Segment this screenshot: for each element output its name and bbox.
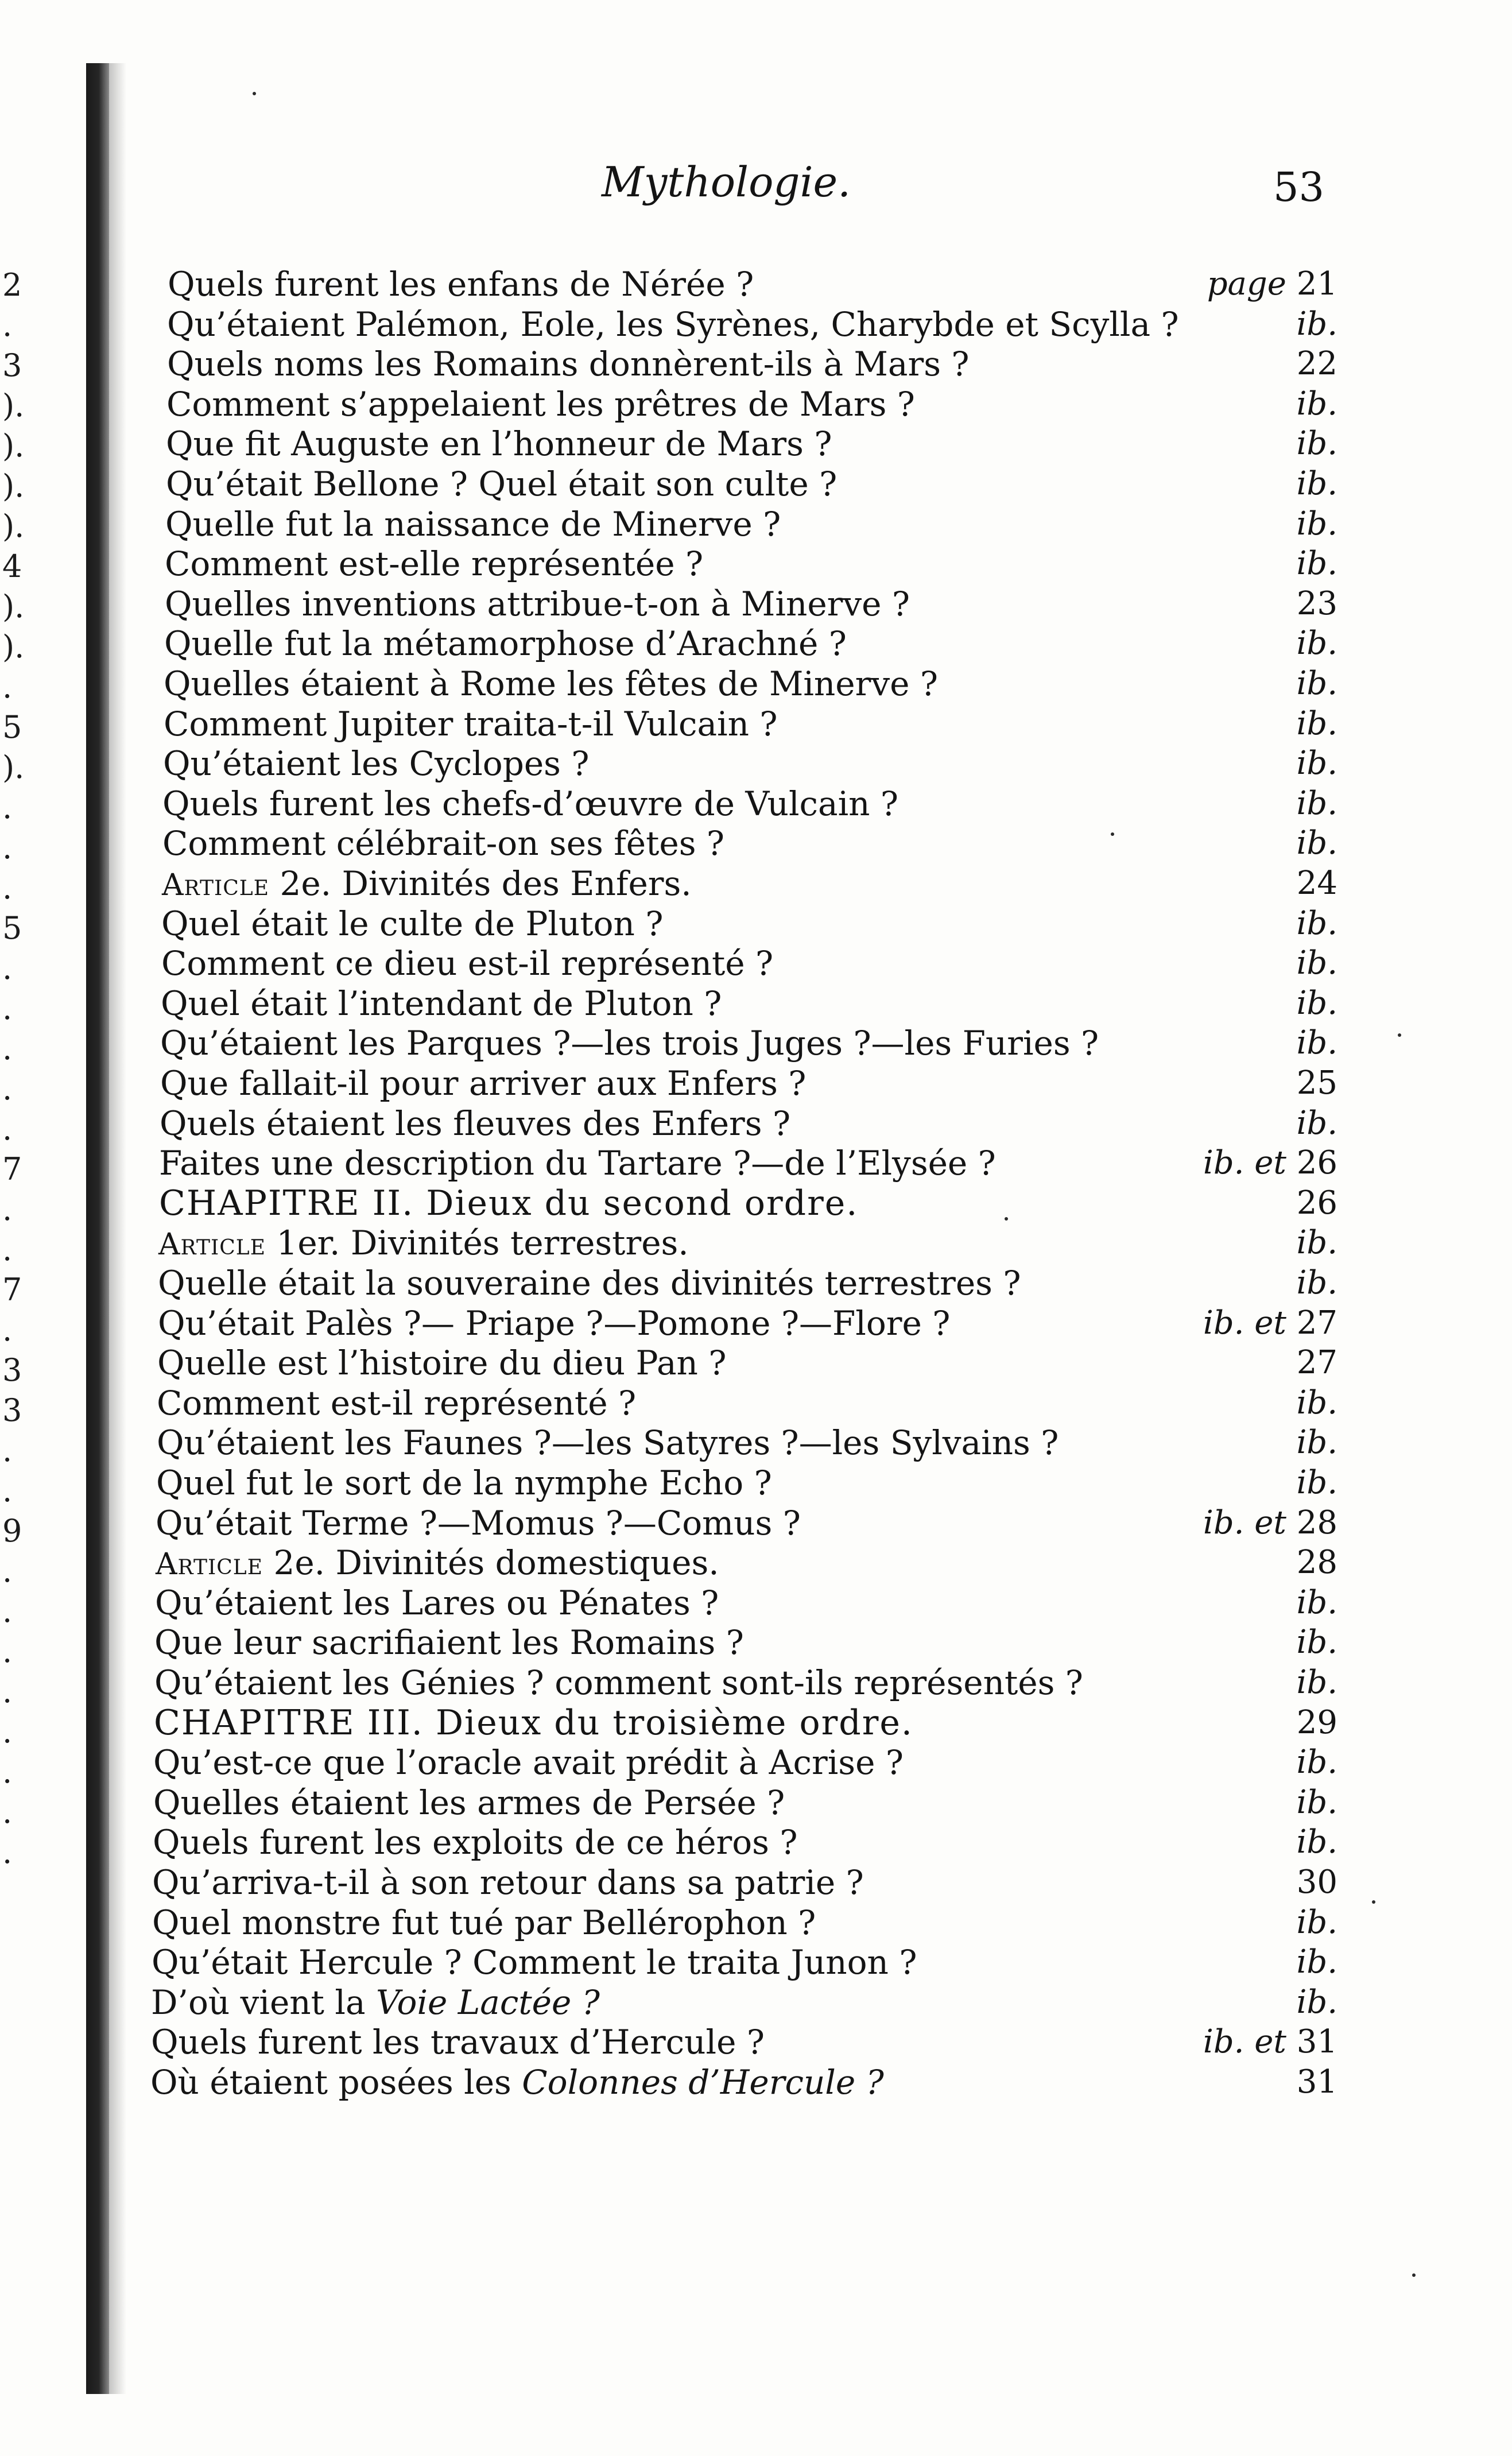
- margin-fragment: 4: [2, 548, 22, 584]
- entry-text: Qu’étaient les Lares ou Pénates ?: [155, 1583, 719, 1622]
- reference-value: ib.: [1296, 824, 1337, 862]
- reference-prefix: ib. et: [1203, 1304, 1286, 1342]
- margin-fragment: .: [2, 1191, 13, 1227]
- chapter-heading-row: [0, 1183, 1512, 1227]
- page-reference: [1160, 464, 1337, 504]
- reference-value: ib.: [1296, 385, 1337, 423]
- reference-value: ib.: [1296, 1744, 1337, 1781]
- margin-fragment: 5: [2, 910, 22, 946]
- running-title: Mythologie.: [602, 158, 851, 206]
- entry-text: Quelles étaient à Rome les fêtes de Minerve ?: [164, 664, 938, 703]
- margin-fragment: .: [2, 950, 13, 986]
- scan-speck: [1111, 832, 1114, 836]
- toc-entry: [0, 1503, 1512, 1543]
- page-reference: [1160, 1343, 1337, 1383]
- page-reference: [1160, 1223, 1337, 1263]
- toc-entry: [0, 1622, 1512, 1663]
- toc-entry: [0, 584, 1512, 624]
- toc-entry: [0, 1663, 1512, 1703]
- page-reference: [1160, 1583, 1337, 1623]
- entry-text: Que fit Auguste en l’honneur de Mars ?: [166, 424, 832, 463]
- reference-value: ib.: [1296, 1464, 1337, 1501]
- reference-value: ib.: [1296, 665, 1337, 702]
- toc-entry: [0, 304, 1512, 344]
- reference-value: ib.: [1296, 944, 1337, 982]
- page-reference: [1160, 584, 1337, 624]
- entry-text: Qu’étaient Palémon, Eole, les Syrènes, Charybde et Scylla ?: [167, 305, 1179, 344]
- toc-entry: [0, 2022, 1512, 2062]
- chapter-heading-row: [0, 1703, 1512, 1743]
- toc-entry: [0, 1942, 1512, 1982]
- entry-text: Quelles étaient les armes de Persée ?: [153, 1783, 785, 1822]
- page-reference: [1160, 704, 1337, 744]
- entry-text: Quel était le culte de Pluton ?: [161, 904, 664, 943]
- margin-fragment: .: [2, 1312, 13, 1348]
- page-reference: [1160, 1783, 1337, 1823]
- margin-fragment: ).: [2, 588, 25, 625]
- entry-question: Où étaient posées les: [150, 2063, 511, 2102]
- page-reference: [1160, 384, 1337, 424]
- page-reference: [1160, 1463, 1337, 1503]
- page-reference: [1160, 1663, 1337, 1703]
- page-reference: [1160, 1143, 1337, 1183]
- page-reference: [1160, 664, 1337, 704]
- page-reference: [1160, 304, 1337, 344]
- reference-value: ib.: [1296, 425, 1337, 462]
- margin-fragment: .: [2, 789, 13, 826]
- entry-text: Comment ce dieu est-il représenté ?: [161, 944, 774, 983]
- toc-entry: [0, 504, 1512, 544]
- page-reference: [1160, 1503, 1337, 1543]
- margin-fragment: 3: [2, 347, 22, 383]
- reference-value: ib.: [1296, 1264, 1337, 1301]
- page-reference: [1160, 1903, 1337, 1943]
- margin-fragment: .: [2, 1593, 13, 1629]
- entry-text: Comment est-elle représentée ?: [165, 544, 704, 583]
- margin-fragment: .: [2, 307, 13, 343]
- margin-fragment: ).: [2, 468, 25, 504]
- margin-fragment: .: [2, 1432, 13, 1469]
- reference-value: 23: [1296, 585, 1337, 622]
- page-reference: [1160, 1822, 1337, 1862]
- margin-fragment: .: [2, 1674, 13, 1710]
- margin-fragment: 7: [2, 1151, 22, 1187]
- margin-fragment: 7: [2, 1272, 22, 1308]
- page-reference: [1160, 504, 1337, 544]
- page-reference: [1160, 823, 1337, 863]
- reference-value: 28: [1296, 1544, 1337, 1581]
- page-reference: [1160, 1103, 1337, 1144]
- toc-entry: [0, 823, 1512, 866]
- entry-text: CHAPITRE II. Dieux du second ordre.: [159, 1183, 859, 1223]
- toc-entry: [0, 264, 1512, 304]
- margin-fragment: .: [2, 830, 13, 866]
- reference-value: ib.: [1296, 1784, 1337, 1821]
- reference-value: ib.: [1296, 545, 1337, 582]
- article-heading-row: [0, 863, 1512, 904]
- margin-fragment: ).: [2, 629, 25, 665]
- entry-text: Quelles inventions attribue-t-on à Minerve ?: [165, 584, 910, 623]
- article-label: Article: [162, 868, 269, 902]
- margin-fragment: 9: [2, 1513, 22, 1549]
- toc-entry: [0, 743, 1512, 784]
- scan-speck: [1398, 1033, 1401, 1037]
- toc-entry: [0, 704, 1512, 744]
- reference-prefix: page: [1207, 265, 1286, 303]
- page-reference: [1160, 424, 1337, 464]
- toc-entry: [0, 1822, 1512, 1862]
- page-reference: [1160, 863, 1337, 904]
- toc-entry: [0, 1423, 1512, 1463]
- margin-fragment: .: [2, 870, 13, 906]
- page-number: 53: [1273, 164, 1325, 211]
- toc-entry: [0, 1303, 1512, 1343]
- entry-text: Quels étaient les fleuves des Enfers ?: [160, 1104, 791, 1143]
- entry-text: Qu’étaient les Génies ? comment sont-ils représentés ?: [154, 1663, 1083, 1702]
- entry-text: Quelle est l’histoire du dieu Pan ?: [157, 1343, 727, 1382]
- toc-entry: [0, 1982, 1512, 2023]
- reference-value: ib.: [1296, 1024, 1337, 1062]
- margin-fragment: .: [2, 1231, 13, 1268]
- page-reference: [1160, 544, 1337, 584]
- reference-value: ib.: [1296, 745, 1337, 782]
- reference-value: ib.: [1296, 785, 1337, 822]
- entry-text: Qu’était Palès ?— Priape ?—Pomone ?—Flore ?: [158, 1304, 951, 1343]
- scan-speck: [1372, 1900, 1375, 1904]
- entry-text: Qu’étaient les Cyclopes ?: [163, 744, 590, 783]
- page-reference: [1160, 344, 1337, 384]
- reference-value: ib.: [1296, 1823, 1337, 1861]
- margin-fragment: .: [2, 1754, 13, 1790]
- entry-text: Que leur sacrifiaient les Romains ?: [154, 1623, 744, 1662]
- article-heading-row: [0, 1223, 1512, 1268]
- reference-value: 22: [1296, 345, 1337, 382]
- toc-entry: [0, 464, 1512, 504]
- reference-value: 21: [1296, 265, 1337, 303]
- entry-italic-term: Voie Lactée ?: [375, 1983, 600, 2022]
- page-reference: [1160, 1622, 1337, 1663]
- toc-entry: [0, 1103, 1512, 1147]
- toc-entry: [0, 1143, 1512, 1187]
- entry-text: [158, 1223, 689, 1265]
- entry-text: Quels furent les travaux d’Hercule ?: [151, 2023, 765, 2062]
- reference-value: 26: [1296, 1144, 1337, 1181]
- toc-entry: [0, 943, 1512, 986]
- page-reference: [1160, 2062, 1337, 2102]
- reference-value: ib.: [1296, 705, 1337, 742]
- reference-prefix: ib. et: [1203, 2023, 1286, 2060]
- entry-text: Comment s’appelaient les prêtres de Mars ?: [166, 385, 915, 424]
- reference-value: 26: [1296, 1184, 1337, 1222]
- page-reference: [1160, 784, 1337, 824]
- reference-value: ib.: [1296, 1105, 1337, 1142]
- reference-value: ib.: [1296, 1384, 1337, 1421]
- toc-entry: [0, 1023, 1512, 1067]
- scan-speck: [1412, 2273, 1416, 2277]
- entry-text: Comment est-il représenté ?: [157, 1384, 637, 1423]
- entry-text: Qu’étaient les Faunes ?—les Satyres ?—les Sylvains ?: [157, 1423, 1059, 1462]
- entry-text: Quels furent les exploits de ce héros ?: [153, 1823, 798, 1862]
- margin-fragment: .: [2, 1794, 13, 1830]
- page-reference: [1160, 623, 1337, 664]
- article-label: Article: [156, 1547, 263, 1582]
- scan-speck: [1005, 1217, 1008, 1221]
- page-reference: [1160, 1703, 1337, 1743]
- reference-value: 28: [1296, 1504, 1337, 1541]
- toc-entry: [0, 1783, 1512, 1823]
- toc-entry: [0, 664, 1512, 704]
- entry-text: Quelle était la souveraine des divinités terrestres ?: [158, 1264, 1021, 1303]
- page-reference: [1160, 1982, 1337, 2023]
- page-reference: [1160, 1183, 1337, 1223]
- margin-fragment: ).: [2, 428, 25, 464]
- margin-fragment: .: [2, 1031, 13, 1067]
- entry-text: [150, 2062, 884, 2102]
- entry-italic-term: Colonnes d’Hercule ?: [522, 2063, 884, 2102]
- entry-text: Quel fut le sort de la nymphe Echo ?: [156, 1463, 772, 1502]
- reference-value: 31: [1296, 2063, 1337, 2101]
- reference-value: ib.: [1296, 305, 1337, 343]
- reference-value: ib.: [1296, 505, 1337, 543]
- page-reference: [1160, 1742, 1337, 1783]
- margin-fragment: .: [2, 990, 13, 1026]
- reference-value: 31: [1296, 2023, 1337, 2060]
- toc-entry: [0, 1063, 1512, 1107]
- page-reference: [1160, 1063, 1337, 1103]
- article-title: 1er. Divinités terrestres.: [276, 1223, 689, 1262]
- margin-fragment: .: [2, 1834, 13, 1870]
- toc-entry: [0, 424, 1512, 464]
- page-reference: [1160, 1023, 1337, 1063]
- entry-text: Que fallait-il pour arriver aux Enfers ?: [160, 1064, 807, 1103]
- toc-entry: [0, 983, 1512, 1024]
- page-reference: [1160, 2022, 1337, 2062]
- entry-text: Quel était l’intendant de Pluton ?: [161, 984, 722, 1023]
- toc-entry: [0, 1903, 1512, 1943]
- entry-text: CHAPITRE III. Dieux du troisième ordre.: [154, 1703, 913, 1743]
- page-reference: [1160, 1303, 1337, 1343]
- margin-fragment: 5: [2, 709, 22, 745]
- entry-text: Quelle fut la métamorphose d’Arachné ?: [164, 624, 847, 663]
- entry-text: Qu’arriva-t-il à son retour dans sa patrie ?: [152, 1863, 864, 1902]
- margin-fragment: .: [2, 1714, 13, 1750]
- margin-fragment: 2: [2, 267, 22, 303]
- margin-fragment: 3: [2, 1392, 22, 1428]
- entry-text: Comment Jupiter traita-t-il Vulcain ?: [164, 704, 778, 743]
- scan-speck: [253, 92, 256, 95]
- toc-entry: [0, 623, 1512, 664]
- toc-entry: [0, 384, 1512, 424]
- reference-value: ib.: [1296, 1943, 1337, 1981]
- reference-prefix: ib. et: [1203, 1504, 1286, 1541]
- entry-text: [162, 863, 692, 905]
- reference-value: ib.: [1296, 1584, 1337, 1621]
- margin-fragment: .: [2, 1553, 13, 1589]
- entry-text: [151, 1982, 600, 2023]
- page-reference: [1160, 1383, 1337, 1423]
- article-heading-row: [0, 1543, 1512, 1583]
- reference-value: ib.: [1296, 1664, 1337, 1701]
- entry-text: Qu’était Terme ?—Momus ?—Comus ?: [156, 1504, 801, 1543]
- entry-text: Quel monstre fut tué par Bellérophon ?: [152, 1903, 816, 1942]
- article-title: 2e. Divinités des Enfers.: [280, 864, 692, 903]
- toc-entry: [0, 544, 1512, 584]
- entry-text: Quels noms les Romains donnèrent-ils à Mars ?: [167, 344, 970, 383]
- reference-value: ib.: [1296, 985, 1337, 1022]
- reference-value: ib.: [1296, 1624, 1337, 1661]
- entry-text: [156, 1543, 719, 1585]
- entry-text: Qu’étaient les Parques ?—les trois Juges ?—les Furies ?: [160, 1024, 1099, 1063]
- margin-fragment: ).: [2, 388, 25, 424]
- reference-value: ib.: [1296, 625, 1337, 662]
- margin-fragment: ).: [2, 508, 25, 544]
- entry-text: Quels furent les enfans de Nérée ?: [168, 265, 754, 304]
- page-reference: [1160, 264, 1337, 304]
- margin-fragment: .: [2, 1473, 13, 1509]
- toc-entry: [0, 1263, 1512, 1303]
- page-reference: [1160, 904, 1337, 944]
- page-reference: [1160, 1942, 1337, 1982]
- reference-value: ib.: [1296, 1984, 1337, 2021]
- toc-entry: [0, 1742, 1512, 1783]
- page-reference: [1160, 1263, 1337, 1303]
- page-reference: [1160, 1423, 1337, 1463]
- margin-fragment: .: [2, 1111, 13, 1147]
- toc-entry: [0, 1862, 1512, 1903]
- toc-entry: [0, 784, 1512, 824]
- entry-text: Quelle fut la naissance de Minerve ?: [165, 505, 781, 544]
- reference-value: 25: [1296, 1064, 1337, 1102]
- article-label: Article: [158, 1227, 266, 1262]
- entry-text: Qu’était Bellone ? Quel était son culte ?: [166, 464, 838, 503]
- reference-value: ib.: [1296, 465, 1337, 502]
- toc-entry: [0, 1583, 1512, 1623]
- entry-text: Faites une description du Tartare ?—de l’Elysée ?: [159, 1144, 996, 1183]
- entry-text: Qu’était Hercule ? Comment le traita Junon ?: [152, 1943, 917, 1982]
- entry-text: Quels furent les chefs-d’œuvre de Vulcain ?: [162, 784, 899, 823]
- page-reference: [1160, 983, 1337, 1024]
- margin-fragment: .: [2, 1071, 13, 1107]
- page-reference: [1160, 743, 1337, 784]
- toc-entry: [0, 1343, 1512, 1383]
- toc-entry: [0, 1463, 1512, 1503]
- page-reference: [1160, 1543, 1337, 1583]
- reference-value: 24: [1296, 865, 1337, 902]
- entry-text: Qu’est-ce que l’oracle avait prédit à Acrise ?: [153, 1743, 904, 1782]
- reference-value: ib.: [1296, 1904, 1337, 1941]
- page-reference: [1160, 943, 1337, 983]
- toc-entry: [0, 2062, 1512, 2102]
- margin-fragment: .: [2, 669, 13, 705]
- reference-value: 30: [1296, 1864, 1337, 1901]
- margin-fragment: 3: [2, 1352, 22, 1388]
- reference-value: 27: [1296, 1344, 1337, 1381]
- reference-value: ib.: [1296, 905, 1337, 942]
- toc-entry: [0, 1383, 1512, 1423]
- entry-text: Comment célébrait-on ses fêtes ?: [162, 824, 725, 863]
- reference-prefix: ib. et: [1203, 1144, 1286, 1181]
- entry-question: D’où vient la: [151, 1983, 366, 2022]
- article-title: 2e. Divinités domestiques.: [273, 1543, 719, 1582]
- reference-value: 29: [1296, 1704, 1337, 1741]
- reference-value: ib.: [1296, 1424, 1337, 1461]
- reference-value: 27: [1296, 1304, 1337, 1342]
- toc-entry: [0, 904, 1512, 944]
- page-reference: [1160, 1862, 1337, 1903]
- toc-entry: [0, 344, 1512, 384]
- margin-fragment: ).: [2, 749, 25, 785]
- margin-fragment: .: [2, 1633, 13, 1669]
- reference-value: ib.: [1296, 1224, 1337, 1261]
